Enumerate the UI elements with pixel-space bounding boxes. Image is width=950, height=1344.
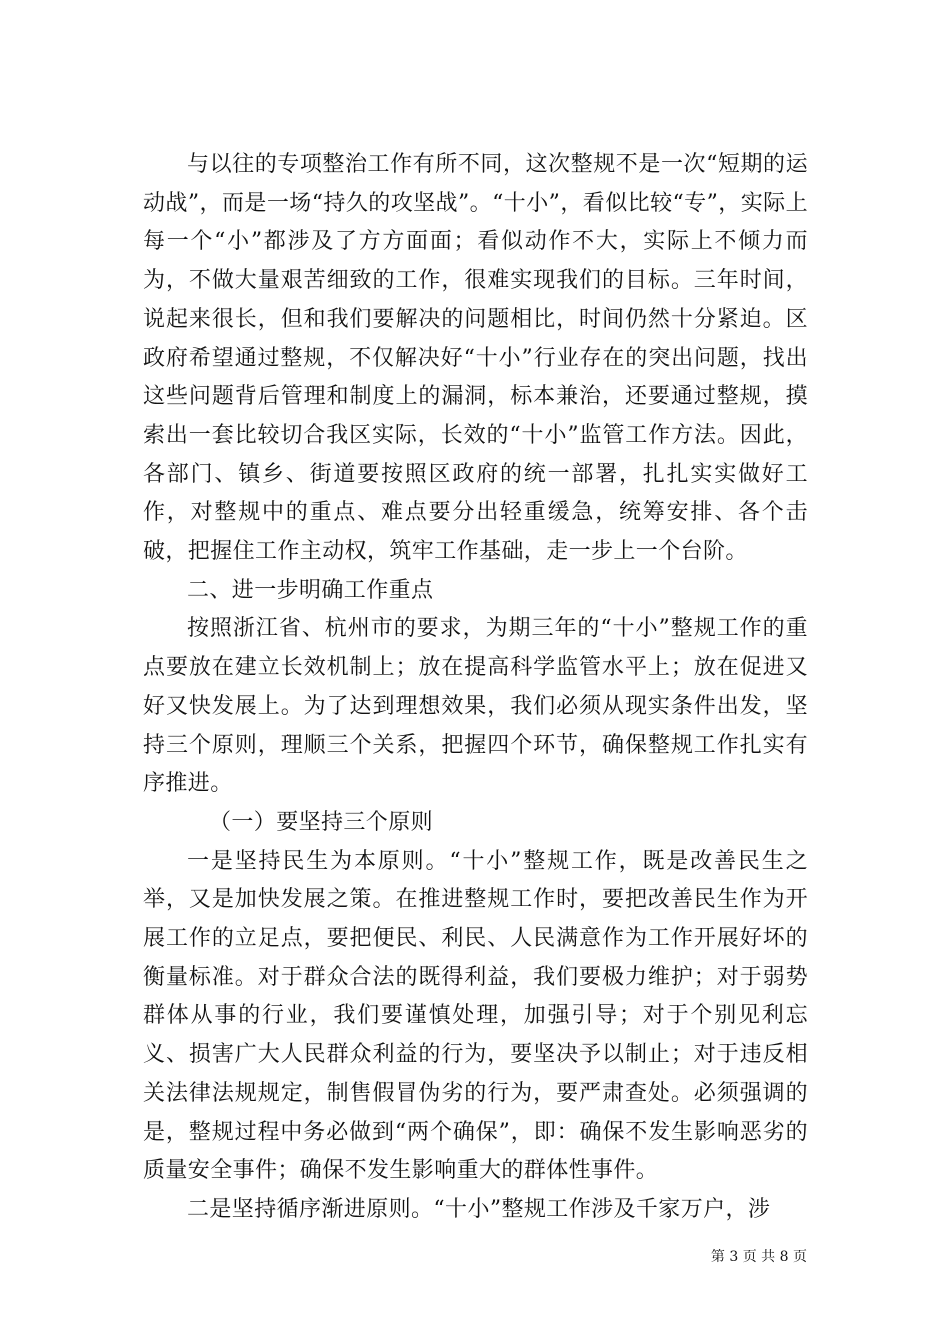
subsection-heading-1: （一）要坚持三个原则 [209,809,434,835]
paragraph-principle-2: 二是坚持循序渐进原则。“十小”整规工作涉及千家万户，涉 [187,1196,771,1222]
section-heading-2: 二、进一步明确工作重点 [187,577,434,603]
paragraph-principle-1: 一是坚持民生为本原则。“十小”整规工作，既是改善民生之举，又是加快发展之策。在推进整规工作时，要把改善民生作为开展工作的立足点，要把便民、利民、人民满意作为工作开展好坏的衡量标准。对于群众合法的既得利益，我们要极力维护；对于弱势群体从事的行业，我们要谨慎处理，加强引导；对于个别见利忘义、损害广大人民群众利益的行为，要坚决予以制止；对于违反相关法律法规规定，制售假冒伪劣的行为，要严肃查处。必须强调的是，整规过程中务必做到“两个确保”，即：确保不发生影响恶劣的质量安全事件；确保不发生影响重大的群体性事件。 [143,848,808,1184]
page-number: 第 3 页 共 8 页 [710,1249,807,1265]
document-body [143,146,808,1230]
paragraph-intro: 与以往的专项整治工作有所不同，这次整规不是一次“短期的运动战”，而是一场“持久的攻坚战”。“十小”，看似比较“专”，实际上每一个“小”都涉及了方方面面；看似动作不大，实际上不倾力而为，不做大量艰苦细致的工作，很难实现我们的目标。三年时间，说起来很长，但和我们要解决的问题相比，时间仍然十分紧迫。区政府希望通过整规，不仅解决好“十小”行业存在的突出问题，找出这些问题背后管理和制度上的漏洞，标本兼治，还要通过整规，摸索出一套比较切合我区实际，长效的“十小”监管工作方法。因此，各部门、镇乡、街道要按照区政府的统一部署，扎扎实实做好工作，对整规中的重点、难点要分出轻重缓急，统筹安排、各个击破，把握住工作主动权，筑牢工作基础，走一步上一个台阶。 [143,152,808,565]
paragraph-focus: 按照浙江省、杭州市的要求，为期三年的“十小”整规工作的重点要放在建立长效机制上；放在提高科学监管水平上；放在促进又好又快发展上。为了达到理想效果，我们必须从现实条件出发，坚持三个原则，理顺三个关系，把握四个环节，确保整规工作扎实有序推进。 [143,616,808,797]
